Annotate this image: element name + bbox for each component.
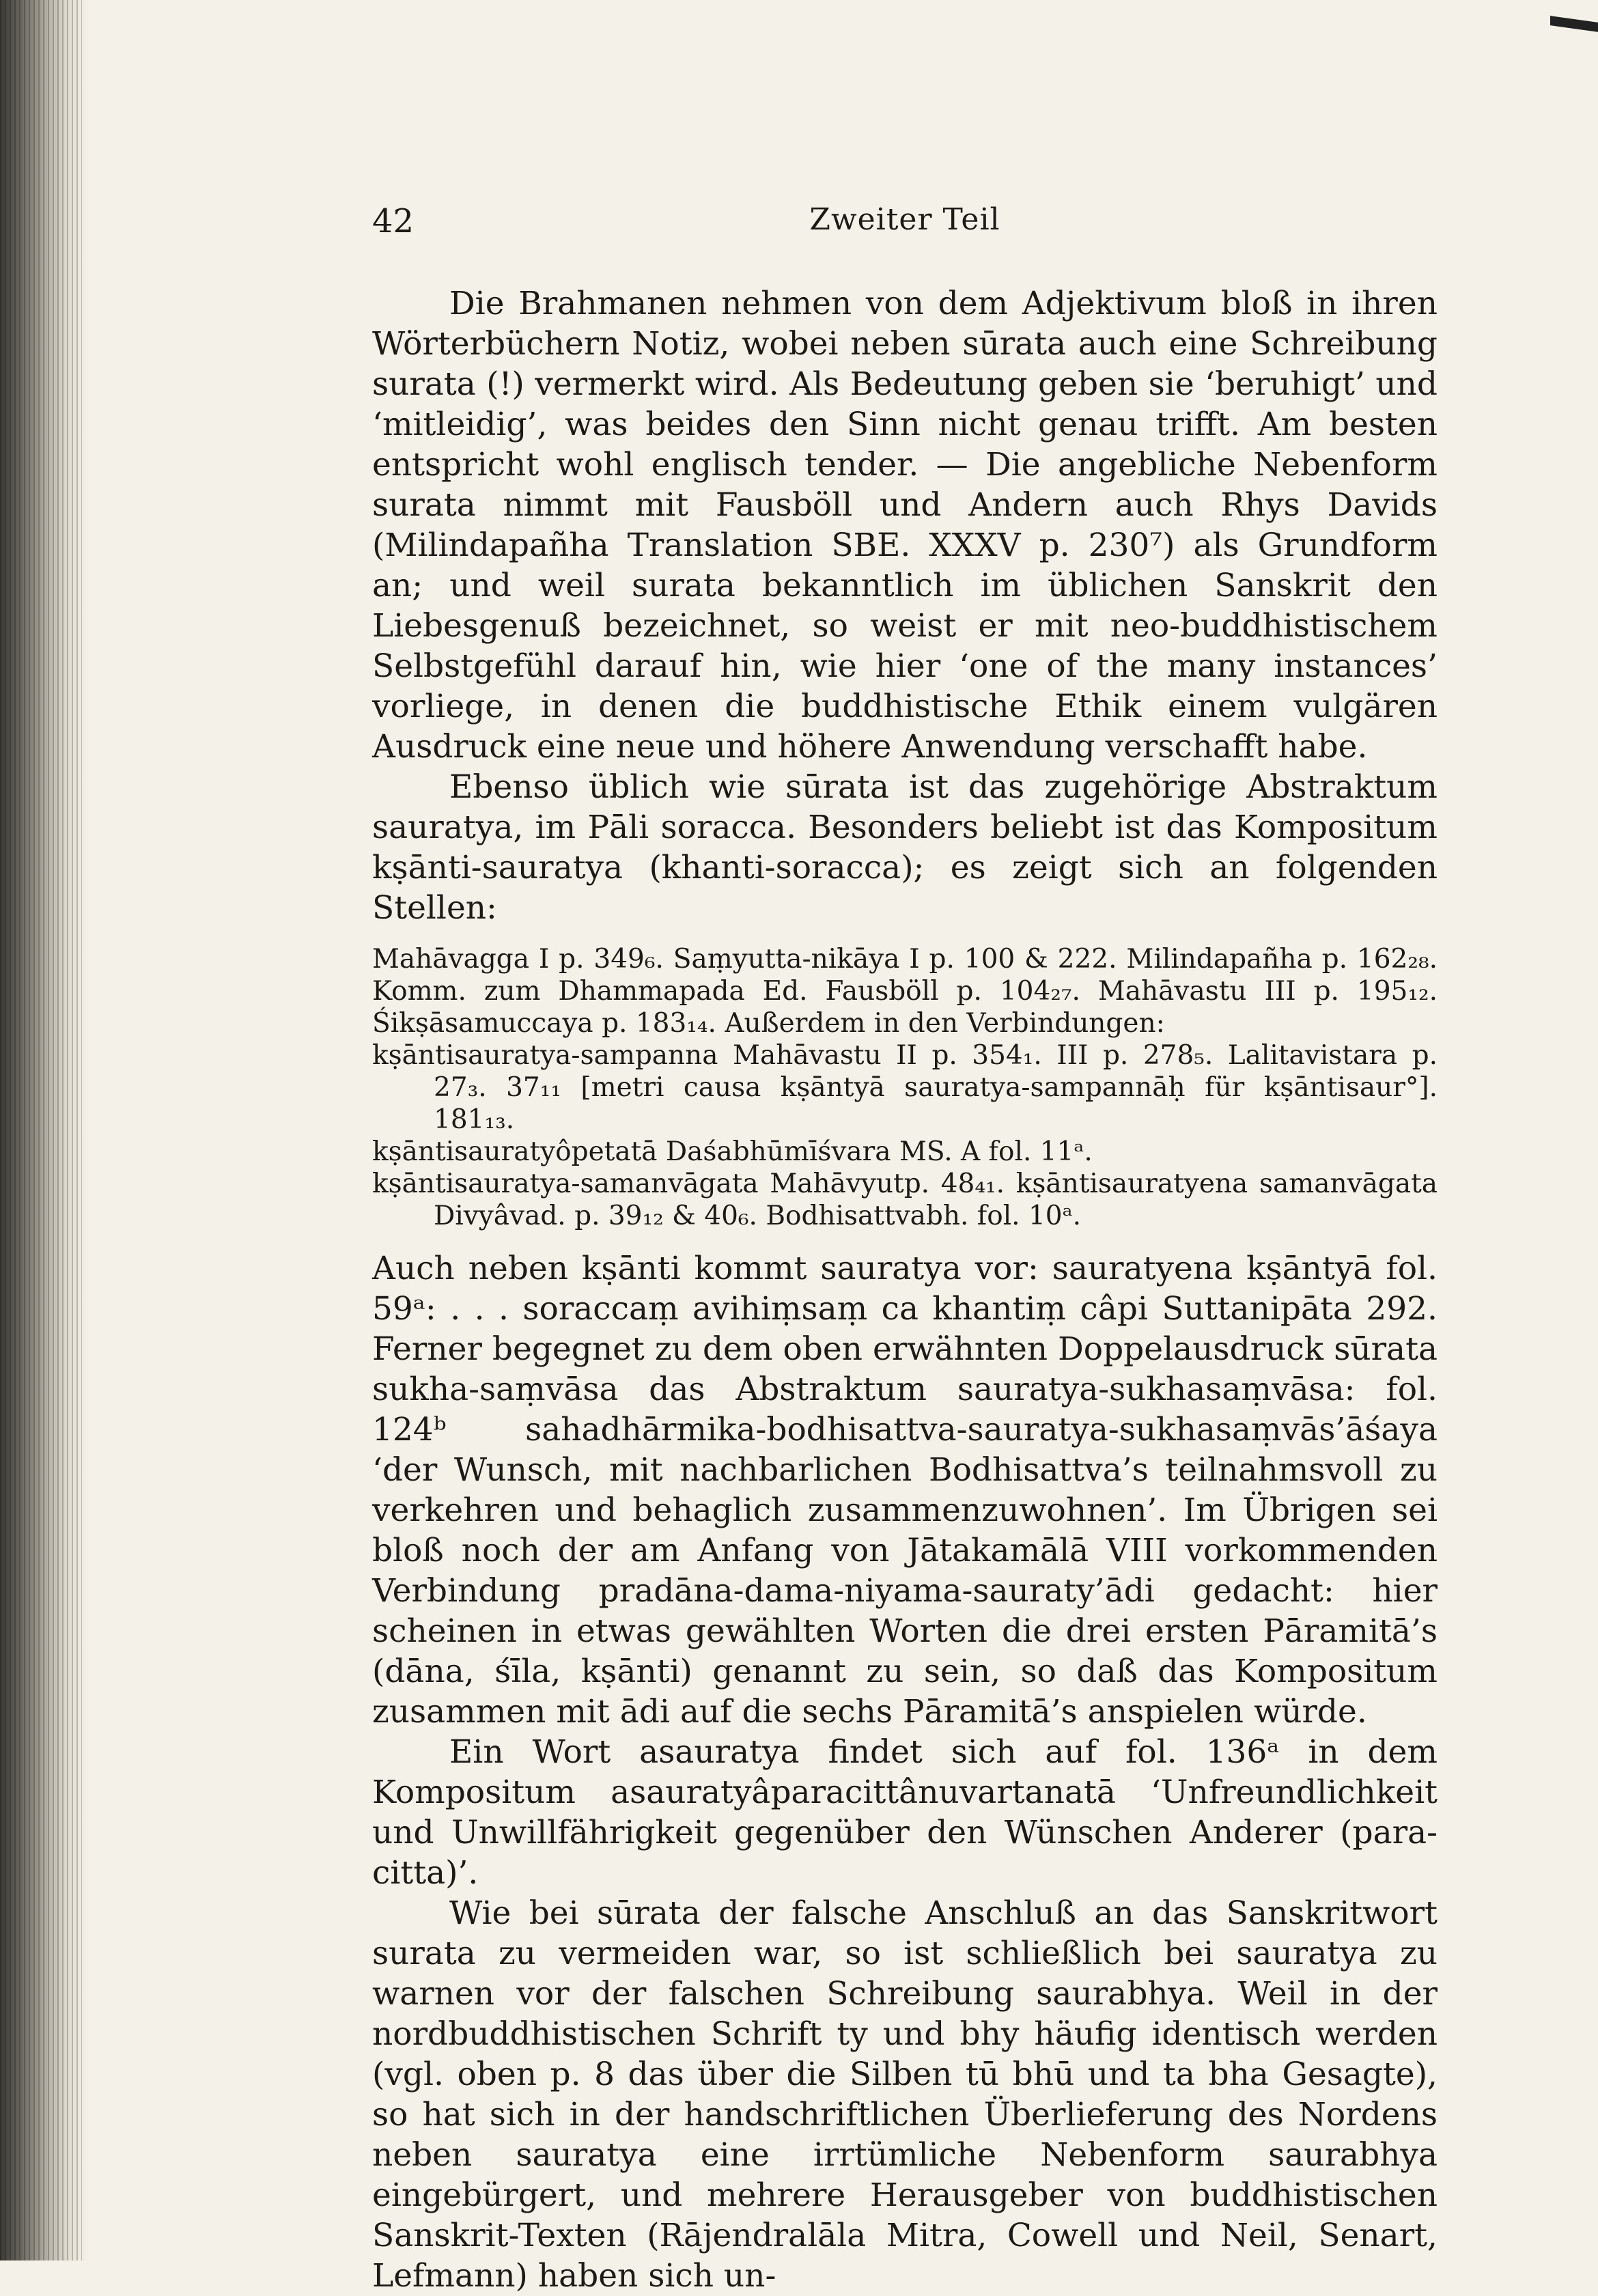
page-number: 42 (372, 202, 415, 240)
reference-item: kṣāntisauratyôpetatā Daśabhūmīśvara MS. A fol. 11ᵃ. (372, 1136, 1093, 1167)
paragraph-abstraktum: Ebenso üblich wie sūrata ist das zugehörige Abstraktum sauratya, im Pāli soracca. Besonders beliebt ist das Kompositum kṣānti-sauratya (khanti-soracca); es zeigt sich an folgenden Stellen: (372, 768, 1438, 927)
paragraph-auch-neben: Auch neben kṣānti kommt sauratya vor: sauratyena kṣāntyā fol. 59ᵃ: . . . soraccaṃ avihiṃsaṃ ca khantiṃ câpi Suttanipāta 292. Ferner begegnet zu dem oben erwähnten Doppelausdruck sūrata sukha-saṃvāsa das Abstraktum sauratya-sukhasaṃvāsa: fol. 124ᵇ sahadhārmika-bodhisattva-sauratya-sukhasaṃvās’āśaya ‘der Wunsch, mit nachbarlichen Bodhisattva’s teilnahmsvoll zu verkehren und behaglich zusammenzuwohnen’. Im Übrigen sei bloß noch der am Anfang von Jātakamālā VIII vorkommenden Verbindung pradāna-dama-niyama-sauraty’ādi gedacht: hier scheinen in etwas gewählten Worten die drei ersten Pāramitā’s (dāna, śīla, kṣānti) genannt zu sein, so daß das Kompositum zusammen mit ādi auf die sechs Pāramitā’s anspielen würde. (372, 1250, 1438, 1731)
reference-item: Mahāvagga I p. 349₆. Saṃyutta-nikāya I p. 100 & 222. Milindapañha p. 162₂₈. Komm. zum Dhammapada Ed. Fausböll p. 104₂₇. Mahāvastu III p. 195₁₂. Śikṣāsamuccaya p. 183₁₄. Außerdem in den Verbindungen: (372, 944, 1438, 1039)
reference-list (372, 943, 1438, 1232)
page-body (372, 283, 1438, 2296)
scan-corner-mark (1550, 16, 1598, 32)
paragraph-saurabhya: Wie bei sūrata der falsche Anschluß an das Sanskritwort surata zu vermeiden war, so ist schließlich bei sauratya zu warnen vor der falschen Schreibung saurabhya. Weil in der nordbuddhistischen Schrift ty und bhy häufig identisch werden (vgl. oben p. 8 das über die Silben tū bhū und ta bha Gesagte), so hat sich in der handschriftlichen Überlieferung des Nordens neben sauratya eine irrtümliche Nebenform saurabhya eingebürgert, und mehrere Herausgeber von buddhistischen Sanskrit-Texten (Rājendralāla Mitra, Cowell und Neil, Senart, Lefmann) haben sich un- (372, 1894, 1438, 2295)
reference-item: kṣāntisauratya-sampanna Mahāvastu II p. 354₁. III p. 278₅. Lalitavistara p. 27₃. 37₁₁ [metri causa kṣāntyā sauratya-sampannāḥ für kṣāntisaur°]. 181₁₃. (372, 1040, 1438, 1135)
page-header (372, 202, 1438, 250)
paragraph-asauratya: Ein Wort asauratya findet sich auf fol. 136ᵃ in dem Kompositum asauratyâparacittânuvartanatā ‘Unfreundlichkeit und Unwillfährigkeit gegenüber den Wünschen Anderer (para-citta)’. (372, 1733, 1438, 1892)
paragraph-brahmanen: Die Brahmanen nehmen von dem Adjektivum bloß in ihren Wörterbüchern Notiz, wobei neben sūrata auch eine Schreibung surata (!) vermerkt wird. Als Bedeutung geben sie ‘beruhigt’ und ‘mitleidig’, was beides den Sinn nicht genau trifft. Am besten entspricht wohl englisch tender. — Die angebliche Nebenform surata nimmt mit Fausböll und Andern auch Rhys Davids (Milindapañha Translation SBE. XXXV p. 230⁷) als Grundform an; und weil surata bekanntlich im üblichen Sanskrit den Liebesgenuß bezeichnet, so weist er mit neo-buddhistischem Selbstgefühl darauf hin, wie hier ‘one of the many instances’ vorliege, in denen die buddhistische Ethik einem vulgären Ausdruck eine neue und höhere Anwendung verschafft habe. (372, 285, 1438, 766)
reference-item: kṣāntisauratya-samanvāgata Mahāvyutp. 48₄₁. kṣāntisauratyena samanvāgata Divyâvad. p. 39₁₂ & 40₆. Bodhisattvabh. fol. 10ᵃ. (372, 1168, 1438, 1231)
running-title: Zweiter Teil (809, 202, 1000, 237)
scan-gutter-lines (0, 0, 82, 2260)
